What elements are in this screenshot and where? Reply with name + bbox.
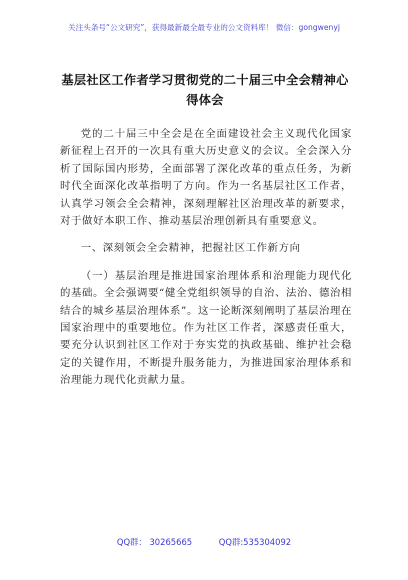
intro-paragraph: 党的二十届三中全会是在全面建设社会主义现代化国家新征程上召开的一次具有重大历史意义的会议。全会深入分析了国际国内形势，全面部署了深化改革的重点任务，为新时代全面深化改革指明了方向。作为一名基层社区工作者，认真学习领会全会精神，深刻理解社区治理改革的新要求，对于做好本职工作、推动基层治理创新具有重要意义。 (60, 128, 352, 228)
footer-contact (0, 536, 408, 548)
document-body (60, 126, 352, 390)
section-paragraph: （一）基层治理是推进国家治理体系和治理能力现代化的基础。全会强调要“健全党组织领导的自治、法治、德治相结合的城乡基层治理体系”。这一论断深刻阐明了基层治理在国家治理中的重要地位。作为社区工作者，深感责任重大，要充分认识到社区工作对于夯实党的执政基础、维护社会稳定的关键作用，不断提升服务能力，为推进国家治理体系和治理能力现代化贡献力量。 (60, 269, 352, 387)
section-heading: 一、深刻领会全会精神，把握社区工作新方向 (80, 242, 301, 255)
footer-qq-group-2: QQ群:535304092 (218, 537, 292, 547)
document-title: 基层社区工作者学习贯彻党的二十届三中全会精神心得体会 (61, 73, 349, 107)
footer-qq-group-1: QQ群： 30265665 (116, 537, 193, 547)
header-promo-note: 关注头条号“公文研究”，获得最新最全最专业的公文资料库！ 微信：gongwenyj (68, 23, 340, 32)
